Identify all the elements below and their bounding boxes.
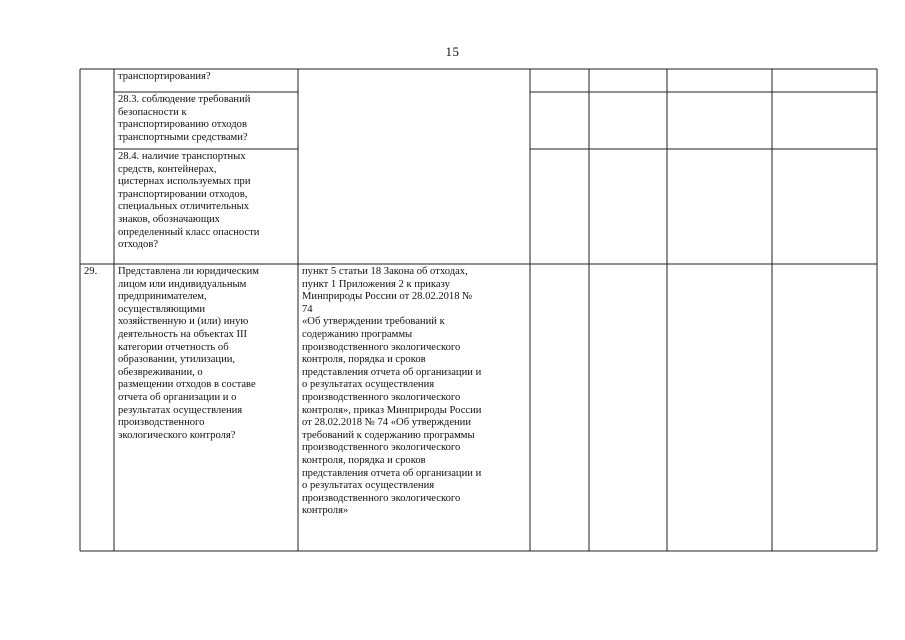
question-cell-28-2-tail: транспортирования? [118,71,211,82]
row-number-29: 29. [84,266,98,277]
question-cell-28-3: 28.3. соблюдение требований безопасности к транспортированию отходов транспортными средствами? [118,94,251,143]
question-cell-28-4: 28.4. наличие транспортных средств, контейнерах, цистернах используемых при транспортировании отходов, специальных отличительных знаков, обозначающих определенный класс опасности отходов? [118,151,260,251]
reference-cell-29: пункт 5 статьи 18 Закона об отходах, пункт 1 Приложения 2 к приказу Минприроды России от 28.02.2018 № 74 «Об утверждении требований к содержанию программы производственного экологического контроля, порядка и сроков представления отчета об организации и о результатах осуществления производственного экологического контроля», приказ Минприроды России от 28.02.2018 № 74 «Об утверждении требований к содержанию программы производственного экологического контроля, порядка и сроков представления отчета об организации и о результатах осуществления производственного экологического контроля» [302,266,482,517]
page-number: 15 [445,44,460,59]
question-cell-29: Представлена ли юридическим лицом или индивидуальным предпринимателем, осуществляющими хозяйственную и (или) иную деятельность на объектах III категории отчетность об образовании, утилизации, обезвреживании, о размещении отходов в составе отчета об организации и о результатах осуществления производственного экологического контроля? [118,266,259,441]
